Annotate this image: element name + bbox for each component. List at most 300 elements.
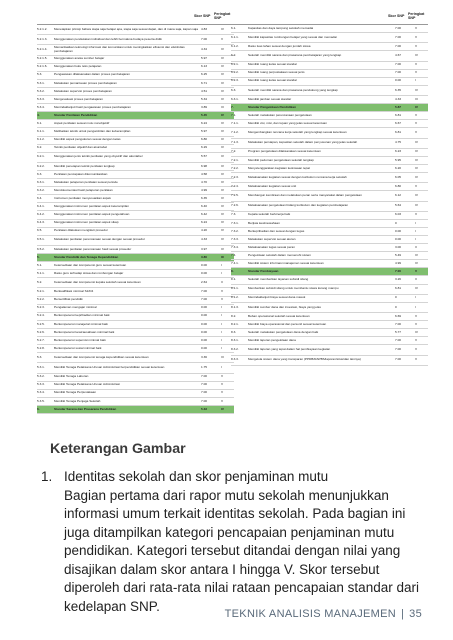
table-row [37,374,234,382]
row-skor: 5.33 [201,406,208,411]
row-peringkat: V [415,269,418,274]
row-skor: 6.98 [201,163,208,168]
row-description: Melaksanakan kegiatan sesuai dengan kurikulum rencana kerja sekolah [248,175,347,179]
table-row [37,305,234,313]
row-code: 7.2. [231,149,237,154]
table-row [37,25,234,35]
row-code: 5.2.1.6. [37,64,48,69]
right-table [231,10,428,366]
row-peringkat: V [415,130,418,135]
row-code: 5.2.2. [37,297,45,302]
table-row [37,145,234,153]
row-code: 7.1.3. [231,140,239,145]
table-rows [231,25,428,366]
table-row [231,295,428,303]
row-skor: 0.00 [395,78,402,83]
row-code: 7.3.1. [231,220,239,225]
row-peringkat: V [221,398,224,403]
row-code: 8.1.1. [231,286,239,291]
row-skor: 0.00 [201,270,208,275]
row-skor: 6.23 [395,149,402,154]
row-skor: 0.00 [201,345,208,350]
row-peringkat: III [221,254,224,259]
row-code: 8.1. [231,277,237,282]
row-peringkat: I [221,365,222,370]
row-code: 7.2.5. [231,193,239,198]
row-description: Mengelola sistem dana yang transparan (PPDB/RAPBS/laporan/situs/dan lainnya) [248,358,361,362]
row-peringkat: IV [221,228,224,233]
table-row [37,390,234,398]
row-peringkat: V [415,25,418,30]
row-description: Berkualifikasi minimal S1/D4 [54,290,94,294]
row-peringkat: IV [221,179,224,184]
row-peringkat: IV [415,149,418,154]
table-row [231,183,428,191]
row-peringkat: IV [221,56,224,61]
table-row [37,211,234,219]
table-row [37,353,234,363]
row-peringkat: IV [221,204,224,209]
row-skor: 3.26 [395,277,402,282]
row-peringkat: V [415,313,418,318]
row-code: 6.1. [37,121,43,125]
row-skor: 6.24 [201,220,208,225]
row-description: Melakukan penilaian perencanaan sesuai dengan sesuai prosedur [54,238,145,242]
row-description: Pengelolaan sekolah dalam memenuhi sistem [248,253,312,257]
row-peringkat: IV [221,212,224,217]
row-skor: 0 [395,304,397,309]
row-skor: 3.80 [201,254,208,259]
table-row [231,149,428,157]
row-skor: 7.00 [201,398,208,403]
row-description: Melaksanakan tugas sesuai peran [248,245,295,249]
table-row [37,56,234,64]
row-code: 5.3.2. [37,88,45,93]
row-skor: 6.35 [201,195,208,200]
row-peringkat: V [415,183,418,188]
row-description: Kapasitas dan daya tampung sekolah memadai [248,26,314,30]
row-peringkat: IV [221,137,224,142]
row-skor: 6.69 [395,313,402,318]
row-skor: 7.00 [395,34,402,39]
table-row [231,25,428,33]
table-row [231,86,428,96]
table-row [37,329,234,337]
row-peringkat: IV [221,220,224,225]
row-code: 5.2.6. [37,329,45,334]
table-row [37,398,234,406]
row-code: 7.2.2. [231,165,239,170]
row-code: 6.2.2. [37,163,45,168]
row-description: Aspek penilaian sesuai mutu nonobjektif [54,122,110,125]
header-skor: Skor SNP [194,14,211,19]
row-code: 6.2.2. [231,70,239,75]
page-number: 35 [409,608,422,620]
row-code: 6.3.2. [37,187,45,192]
row-skor: 5.97 [201,56,208,61]
row-peringkat: IV [221,171,224,176]
row-peringkat: II [415,277,417,282]
row-peringkat: IV [415,140,418,145]
row-code: 5.3. [37,354,43,359]
row-peringkat: I [221,337,222,342]
row-description: Memiliki sistem informasi manajemen sesuai ketentuan [248,261,324,265]
row-description: Memiliki sumber dana dan investasi, biaya yang jelas [248,305,321,309]
table-row [37,313,234,321]
row-description: Penilaian dilakukan mengikuti prosedur [54,229,108,233]
row-code: 6.4. [37,195,43,200]
footer-title: TEKNIK ANALISIS MANAJEMEN [224,608,396,620]
row-peringkat: V [415,70,418,75]
row-peringkat: V [415,62,418,67]
row-skor: 7.00 [395,269,402,274]
row-code: 7.3.4. [231,244,239,249]
table-row [37,128,234,136]
row-code: 5.2.5. [37,321,45,326]
row-code: 7.3. [231,212,237,217]
table-header [37,10,234,25]
table-row [37,321,234,329]
row-description: Menindaklanjuti hasil pengawasan proses pembelajaran [54,105,131,109]
table-row [231,62,428,70]
table-row [231,96,428,104]
row-skor: 6.05 [395,174,402,179]
row-description: Sekolah memiliki sarana dan prasarana pembelajaran yang lengkap [248,54,342,58]
row-peringkat: IV [415,203,418,208]
row-skor: 5.87 [395,104,402,109]
row-description: Berkepribadian dan sesuai dengan tugas [248,229,305,233]
row-description: Pengalaman mengajar minimal [54,306,97,310]
row-skor: 6.81 [395,286,402,291]
row-description: Menggunakan aneka sumber belajar [54,57,105,61]
row-code: 5.1. [37,262,43,267]
row-skor: 6.29 [201,145,208,150]
row-skor: 7.00 [201,374,208,379]
row-skor: 5.49 [395,252,402,257]
row-description: Program pengelolaan dilaksanakan sesuai ketentuan [248,150,321,154]
row-description: Standar Sarana dan Prasarana Pendidikan [54,407,117,411]
row-description: Menggunakan instrumen penilaian aspek sikap [54,221,119,225]
row-description: Memiliki jamban sesuai standar [248,97,292,101]
row-skor: 4.99 [395,260,402,265]
row-description: Standar Pengelolaan Pendidikan [248,105,296,109]
row-code: 5.3.2. [37,374,45,379]
table-header [231,10,428,25]
row-description: Melakukan pelaporan penilaian sesuai periode [54,180,118,184]
table-row [231,173,428,183]
row-peringkat: I [221,313,222,318]
row-skor: 5.97 [201,129,208,134]
row-skor: 4.83 [201,26,208,31]
row-code: 5.3.5. [37,398,45,403]
row-description: Memiliki Tenaga Pelaksana Urusan Administrasi berpendidikan sesuai ketentuan [54,366,165,370]
row-peringkat: I [415,78,416,83]
row-code: 5.3.3. [37,382,45,387]
row-description: Melaksanakan kegiatan sesuai unit [248,184,297,188]
table-row [231,321,428,329]
row-description: Memiliki Tenaga Laboran [54,375,89,379]
row-skor: 6.24 [201,121,208,125]
row-code: 8.2.1. [231,321,239,326]
row-peringkat: II [221,280,223,285]
row-description: Memiliki ruang kelas sesuai standar [248,63,298,67]
row-peringkat: III [415,96,418,101]
row-skor: 6.40 [201,204,208,209]
row-code: 6.2.1. [231,62,239,67]
row-code: 6.1.1. [37,129,45,134]
row-peringkat: V [415,121,418,125]
row-description: Standar Pembiayaan [248,270,279,274]
row-skor: 0.00 [201,329,208,334]
row-peringkat: IV [221,112,224,117]
table-row [231,329,428,337]
table-row [37,278,234,288]
table-row [37,80,234,88]
row-skor: 4.20 [201,228,208,233]
table-section-row [37,254,234,262]
row-skor: 4.70 [201,179,208,184]
row-code: 7.2.3. [231,174,239,179]
row-code: 5.2. [37,280,43,285]
row-code: 5.2.1.2. [37,26,48,31]
row-peringkat: IV [221,246,224,251]
row-code: 6.2. [231,53,237,58]
table-row [231,285,428,295]
table-row [37,171,234,179]
row-description: Memiliki aspek pengukuran sesuai dengan kelas [54,138,121,142]
row-description: Instrumen penilaian menyesuaikan aspek [54,196,111,200]
row-peringkat: IV [415,87,418,92]
row-peringkat: IV [221,26,224,31]
table-row [37,337,234,345]
row-code: 6.3. [231,87,237,92]
row-code: 5.2.1.5. [37,56,48,61]
row-description: Memiliki biaya operasional dan personil sesuai ketentuan [248,322,327,326]
row-description: Melibatkan teknik untuk pengambilan dan keberampilan [54,130,131,134]
table-row [231,260,428,268]
row-skor: 7.00 [201,390,208,395]
table-row [231,228,428,236]
row-code: 7.4. [231,252,237,257]
row-description: Berkompetensi kepribadian minimal baik [54,314,110,318]
row-description: Menetapkan prinsip bahwa siapa saja belajar apa, siapa saja sesuai dapat, dan di mana saja, kapan saja [54,27,198,31]
row-description: Beban operasional sekolah sesuai ketentuan [248,314,310,318]
row-skor: 4.58 [201,171,208,176]
row-peringkat: V [221,289,224,294]
row-skor: 5.34 [201,96,208,101]
table-row [37,345,234,353]
table-row [37,120,234,128]
table-row [37,179,234,187]
caption-number: 1. [41,469,53,484]
table-section-row [231,268,428,276]
row-code: 8.3.2. [231,347,239,352]
row-peringkat: II [415,244,417,249]
table-row [231,78,428,86]
row-description: Membangun kemitraan dan melakukan peran serta masyarakat dalam pengelolaan [248,194,362,198]
row-skor: 2.64 [201,280,208,285]
table-row [231,33,428,43]
table-row [37,220,234,228]
row-peringkat: IV [221,64,224,69]
row-code: 6.1.2. [37,137,45,142]
row-skor: 6.71 [201,80,208,85]
row-skor: 7.00 [395,357,402,362]
row-description: Memiliki kapasitas rombongan belajar yang sesuai dan memadai [248,35,337,39]
table-section-row [37,406,234,414]
row-skor: 4.34 [201,47,208,52]
row-skor: 6.25 [201,72,208,77]
table-row [37,153,234,163]
row-description: Berjiwa kewirausahaan [248,221,280,225]
row-skor: 4.67 [395,53,402,58]
row-skor: 0.00 [201,305,208,310]
row-code: 8.3. [231,329,237,334]
row-peringkat: V [415,357,418,362]
table-row [231,337,428,345]
row-peringkat: IV [415,104,418,109]
table-row [37,88,234,96]
table-row [37,64,234,72]
table-row [231,345,428,355]
row-peringkat: IV [221,129,224,134]
table-row [231,212,428,220]
row-description: Memiliki penetapan teknik penilaian lengkap [54,164,115,168]
row-peringkat: V [415,34,418,39]
row-peringkat: I [415,304,416,309]
row-peringkat: V [415,338,418,342]
row-peringkat: I [221,329,222,334]
row-description: Teknik penilaian objektif dan akuntabel [54,146,107,150]
row-peringkat: IV [221,145,224,150]
table-row [37,187,234,195]
row-description: Menggunakan pendekatan individual dan lebih bermakna budaya peserta didik [54,37,162,41]
table-row [231,128,428,138]
caption-item [41,468,422,616]
table-row [37,246,234,254]
row-skor: 7.00 [395,43,402,48]
row-description: Melakukan supervisi sesuai aturan [248,237,296,241]
row-description: Sekolah melakukan perencanaan pengelolaan [248,113,312,117]
row-description: Bersertifikat pendidik [54,298,83,302]
table-row [231,120,428,128]
row-peringkat: I [415,295,416,300]
row-code: 8. [231,269,234,274]
table-row [37,45,234,55]
row-code: 7.2.1. [231,157,239,162]
row-peringkat: I [221,305,222,310]
row-peringkat: IV [221,72,224,77]
row-description: Ketersediaan dan kompetensi kepala sekolah sesuai ketentuan [54,281,141,285]
row-peringkat: V [415,321,418,326]
row-peringkat: III [221,104,224,109]
row-skor: 5.45 [201,112,208,117]
row-code: 6.3.1. [37,179,45,184]
row-skor: 0.00 [201,321,208,326]
row-code: 5.3. [37,72,43,77]
page-footer [225,608,422,620]
row-skor: 0.00 [395,228,402,233]
row-description: Berkompetensi manajerial minimal baik [54,322,108,326]
table-row [37,228,234,236]
table-row [231,236,428,244]
row-code: 6.1. [231,25,237,30]
row-description: Melakukan persiapan, kepastian sekolah dalam penyusunan yang jelas sekolah [248,141,358,145]
row-code: 7.1.1. [231,121,239,125]
row-description: Berkompetensi supervisi minimal baik [54,338,106,342]
row-description: Memiliki laporan pengelolaan dana [248,339,296,342]
row-peringkat: IV [415,286,418,291]
row-code: 8.3.3. [231,357,239,362]
row-skor: 6.80 [201,137,208,142]
table-row [37,137,234,145]
row-code: 8.3.1. [231,338,239,342]
row-code: 5.2.1.3. [37,36,48,41]
row-peringkat: I [415,228,416,233]
row-description: Sekolah memberikan layanan subsidi silang [248,278,309,282]
table-row [37,363,234,373]
row-code: 6. [37,406,40,411]
row-description: Menggunakan instrumen penilaian aspek keterampilan [54,205,129,209]
row-skor: 6.13 [201,64,208,69]
row-code: 5.2.8. [37,345,45,350]
row-peringkat: V [221,382,224,387]
row-skor: 0.00 [201,337,208,342]
row-description: Menggunakan jenis teknik penilaian yang obyektif dan akuntabel [54,155,143,159]
row-skor: 1.75 [201,365,208,370]
row-peringkat: V [221,36,224,41]
row-peringkat: IV [221,187,224,192]
row-peringkat: IV [221,47,224,52]
row-peringkat: IV [221,154,224,159]
row-peringkat: I [221,321,222,326]
row-description: Mengembangkan rencana kerja sekolah yang lengkap sesuai ketentuan [248,131,347,135]
row-code: 5.3.1. [37,80,45,85]
row-description: Mengevaluasi proses pembelajaran [54,97,103,101]
caption-heading: Keterangan Gambar [50,441,186,457]
table-row [37,163,234,171]
row-code: 5.2.3. [37,305,45,310]
row-code: 5.2.1. [37,289,45,294]
row-code: 5.3.4. [37,390,45,395]
row-peringkat: IV [415,260,418,265]
row-description: Melakukan penilaian perencanaan hasil sesuai prosedur [54,247,132,251]
table-row [231,51,428,61]
table-row [231,139,428,149]
row-description: Memiliki ruang perpustakaan sesuai jenis [248,71,305,75]
row-skor: 7.00 [201,297,208,302]
row-peringkat: IV [221,237,224,242]
row-code: 6.4.2. [37,212,45,217]
table-row [231,356,428,366]
row-description: Melakukan pemantauan proses pembelajaran [54,81,117,85]
row-skor: 7.00 [395,25,402,30]
row-peringkat: IV [415,165,418,170]
row-description: Melaksanakan pengelolaan bidang kurikulum dan kegiatan pembelajaran [248,204,349,208]
row-code: 6.2.1. [37,154,45,159]
row-peringkat: V [415,347,418,352]
row-peringkat: IV [415,193,418,198]
row-description: Berkompetensi kewirausahaan minimal baik [54,330,115,334]
row-description: Memiliki Tenaga Pelaksana Urusan Administrasi [54,383,120,387]
row-description: Memiliki visi, misi, dan tujuan yang jelas sesuai ketentuan [248,122,327,125]
row-description: Ketersediaan dan kompetensi tenaga kependidikan sesuai ketentuan [54,355,149,359]
table-row [37,72,234,80]
caption-title: Identitas sekolah dan skor penjaminan mutu [64,469,329,484]
table-section-row [231,104,428,112]
row-code: 8.1.3. [231,304,239,309]
row-skor: 4.33 [395,96,402,101]
